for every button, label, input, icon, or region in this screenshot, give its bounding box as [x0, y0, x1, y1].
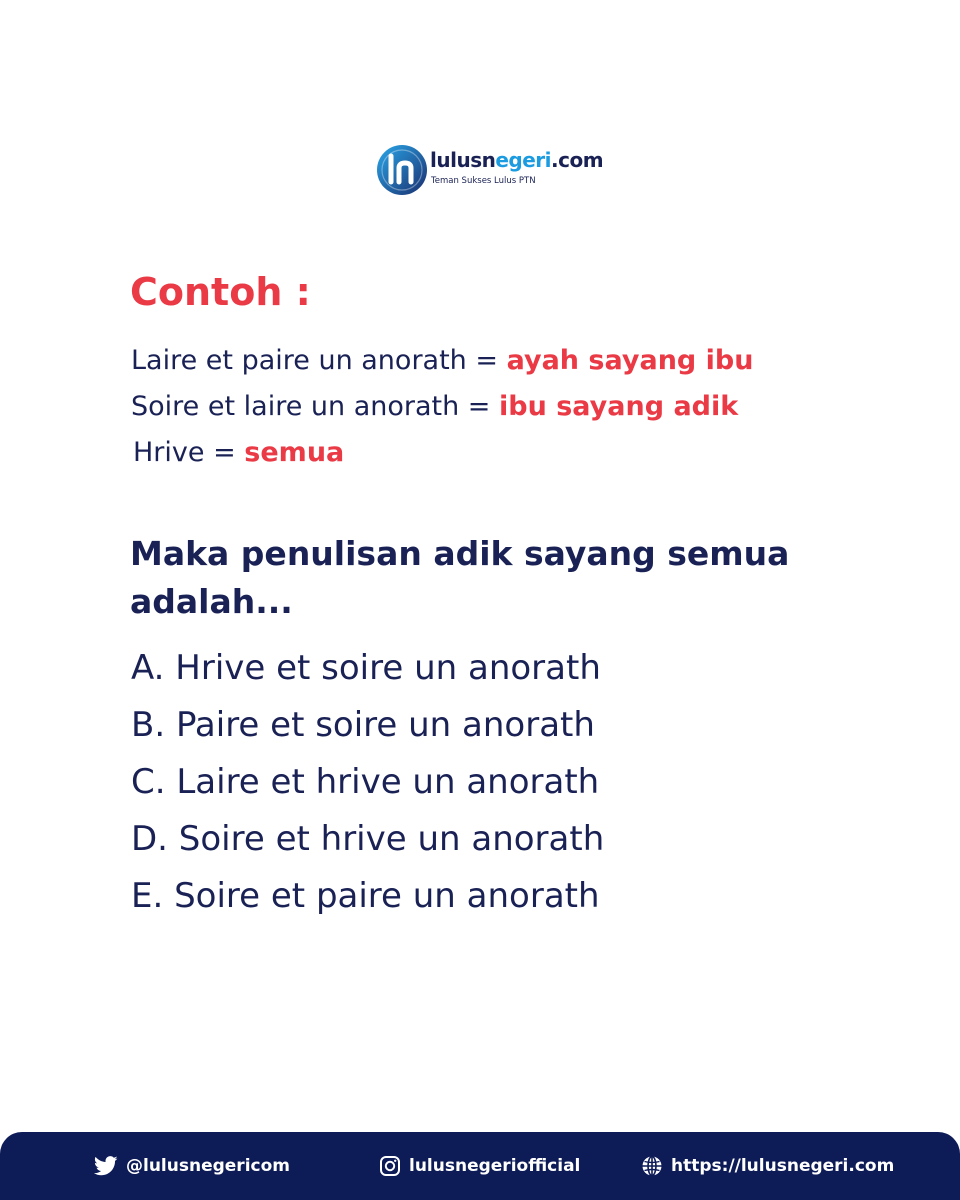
footer-bar [0, 1132, 960, 1200]
example-answer: ibu sayang adik [499, 391, 739, 422]
example-title: Contoh : [130, 270, 311, 314]
example-answer: ayah sayang ibu [506, 345, 754, 376]
example-answer: semua [244, 437, 345, 468]
brand-name: lulusnegeri.com [430, 148, 604, 172]
brand-tagline: Teman Sukses Lulus PTN [431, 176, 536, 186]
example-line: Laire et paire un anorath = ayah sayang ibu [131, 345, 754, 376]
instagram-icon [379, 1155, 401, 1177]
option-e: E. Soire et paire un anorath [131, 876, 600, 916]
example-line: Hrive = semua [133, 437, 345, 468]
answer-options [131, 640, 604, 925]
option-d: D. Soire et hrive un anorath [131, 819, 605, 859]
twitter-icon [94, 1156, 118, 1176]
globe-icon [641, 1155, 663, 1177]
website-link[interactable] [641, 1154, 894, 1178]
brand-logo [376, 144, 606, 198]
option-a: A. Hrive et soire un anorath [131, 648, 601, 688]
twitter-handle: @lulusnegericom [126, 1156, 290, 1176]
ln-monogram-icon [376, 144, 428, 196]
website-url: https://lulusnegeri.com [671, 1156, 895, 1176]
example-line: Soire et laire un anorath = ibu sayang adik [131, 391, 739, 422]
twitter-link[interactable] [94, 1154, 290, 1178]
instagram-handle: lulusnegeriofficial [409, 1156, 581, 1176]
question-text: Maka penulisan adik sayang semua adalah... [130, 534, 790, 621]
instagram-link[interactable] [379, 1154, 580, 1178]
option-b: B. Paire et soire un anorath [131, 705, 595, 745]
option-c: C. Laire et hrive un anorath [131, 762, 600, 802]
